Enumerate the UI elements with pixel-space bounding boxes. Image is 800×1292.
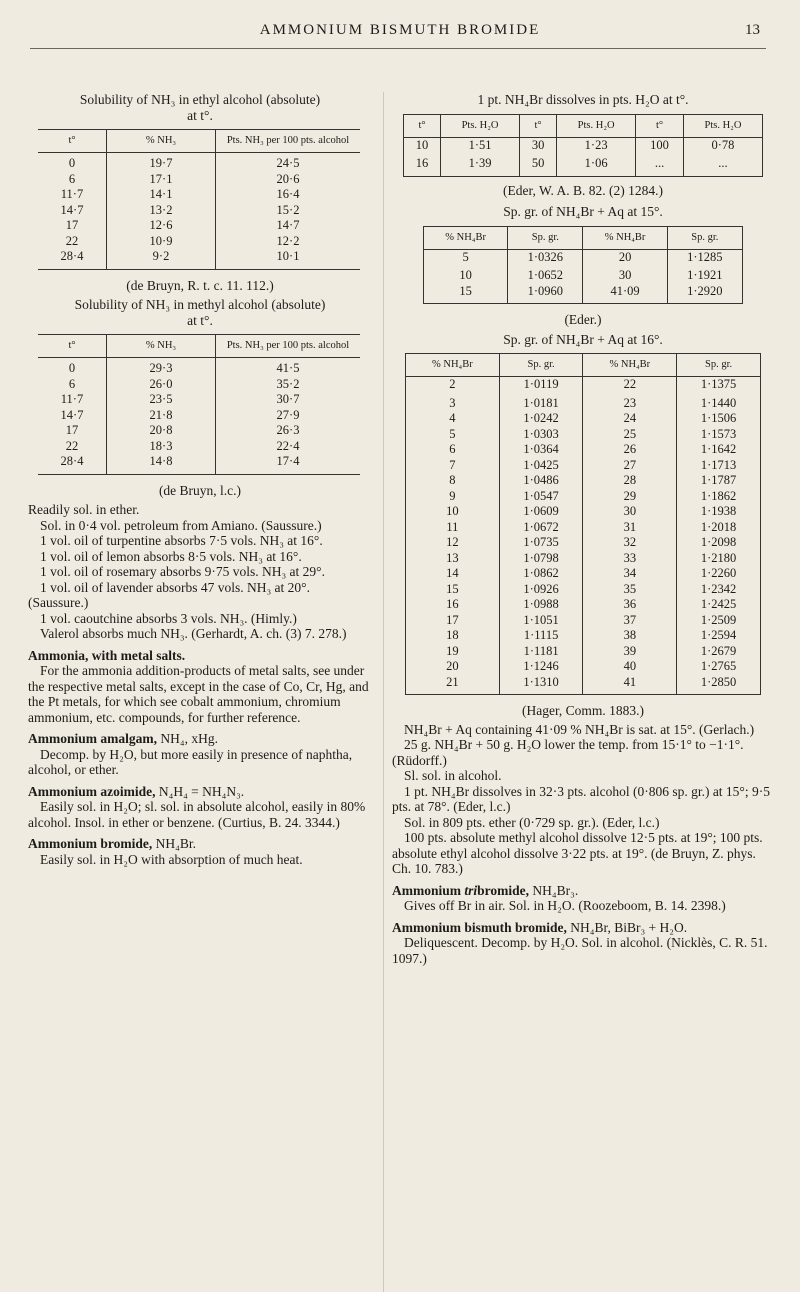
col-header: % NH₄Br <box>583 354 677 377</box>
t4-source: (Eder.) <box>564 312 602 327</box>
table-row <box>38 377 360 393</box>
table-cell: 1·1051 <box>499 613 583 629</box>
table-row <box>406 393 761 412</box>
table-cell: 10 <box>459 268 472 282</box>
table-cell: 10 <box>415 137 429 152</box>
table-cell: 19 <box>446 643 459 658</box>
table-cell: 1·0326 <box>508 249 583 265</box>
table-row <box>406 377 761 393</box>
table-cell: 39 <box>583 644 677 660</box>
water-solubility-table <box>403 114 763 177</box>
table-row <box>406 597 761 613</box>
col-header: Sp. gr. <box>508 226 583 249</box>
sp-gr-16-table <box>405 353 761 695</box>
table-cell: 29·3 <box>107 358 216 377</box>
table-cell: 16 <box>415 156 429 170</box>
table-header-row <box>404 114 763 137</box>
table-row <box>406 520 761 536</box>
text-line: Sol. in 0·4 vol. petroleum from Amiano. (Saussure.) <box>40 517 322 533</box>
table-cell: 22 <box>65 438 79 453</box>
table-row <box>424 249 743 265</box>
table-cell: 1·1310 <box>499 675 583 695</box>
table-cell: 2 <box>449 377 456 391</box>
table-cell: 33 <box>583 551 677 567</box>
col-header: Pts. H₂O <box>683 114 762 137</box>
page-number: 13 <box>745 22 760 38</box>
col-header: Sp. gr. <box>677 354 761 377</box>
col-header: % NH₄Br <box>583 226 667 249</box>
table-row <box>406 551 761 567</box>
table-cell: 32 <box>583 535 677 551</box>
table-cell: 22·4 <box>216 439 361 455</box>
table-cell: 23·5 <box>107 392 216 408</box>
table-cell: 6 <box>68 376 76 391</box>
bismuth-bromide-text: Deliquescent. Decomp. by H₂O. Sol. in alcohol. (Nicklès, C. R. 51. 1097.) <box>392 935 768 966</box>
col-header: t° <box>404 114 441 137</box>
col-header: Pts. NH₃ per 100 pts. alcohol <box>216 130 361 153</box>
table-cell: 24 <box>583 411 677 427</box>
tribromide-heading: Ammonium tribromide, NH₄Br₃. <box>392 882 579 898</box>
table-cell: 1·1787 <box>677 473 761 489</box>
table-row <box>38 218 360 234</box>
table-cell: 3 <box>449 395 456 410</box>
table-body <box>38 358 360 475</box>
table-row <box>406 489 761 505</box>
table-cell: 11·7 <box>60 392 84 406</box>
text-line: 1 pt. NH₄Br dissolves in 32·3 pts. alcohol (0·806 sp. gr.) at 15°; 9·5 pts. at 78°. (Eder, l.c.) <box>392 783 770 814</box>
table-cell: 16·4 <box>216 187 361 203</box>
tribromide-text: Gives off Br in air. Sol. in H₂O. (Roozeboom, B. 14. 2398.) <box>404 898 726 913</box>
table-row <box>404 153 763 176</box>
table-cell: 7 <box>449 457 456 472</box>
table-cell: 40 <box>583 659 677 675</box>
table-cell: 41·5 <box>216 358 361 377</box>
table-row <box>406 675 761 695</box>
table-cell: 1·1181 <box>499 644 583 660</box>
text-line: 1 vol. caoutchine absorbs 3 vols. NH₃. (Himly.) <box>40 610 297 626</box>
table-cell: 30·7 <box>216 392 361 408</box>
table-row <box>38 358 360 377</box>
t1-title-line2: at t°. <box>187 107 213 123</box>
methyl-alcohol-solubility-table <box>38 334 360 475</box>
table-cell: 0 <box>68 156 76 170</box>
table-cell: 29 <box>583 489 677 505</box>
t3-source: (Eder, W. A. B. 82. (2) 1284.) <box>503 182 663 198</box>
table-cell: 26·0 <box>107 377 216 393</box>
text-line: 1 vol. oil of lavender absorbs 47 vols. NH₃ at 20°. (Saussure.) <box>28 579 310 610</box>
table-row <box>38 392 360 408</box>
table-cell: 1·0798 <box>499 551 583 567</box>
table-row <box>38 187 360 203</box>
table-row <box>38 408 360 424</box>
table-cell: 27 <box>583 458 677 474</box>
table-cell: 15 <box>446 581 459 596</box>
table-cell: 1·2180 <box>677 551 761 567</box>
table-row <box>38 234 360 250</box>
table-cell: 41 <box>583 675 677 695</box>
table-cell: 36 <box>583 597 677 613</box>
text-line: 1 vol. oil of turpentine absorbs 7·5 vols. NH₃ at 16°. <box>40 533 323 548</box>
table-body <box>404 137 763 176</box>
table-row <box>38 423 360 439</box>
bismuth-bromide-heading: Ammonium bismuth bromide, NH₄Br, BiBr₃ + H₂O. <box>392 919 688 935</box>
table-cell: 35 <box>583 582 677 598</box>
table-cell: 1·0988 <box>499 597 583 613</box>
table-cell: 41·09 <box>583 284 667 304</box>
table-cell: 1·1246 <box>499 659 583 675</box>
table-cell: 1·2098 <box>677 535 761 551</box>
table-cell: 5 <box>462 249 469 264</box>
table-cell: 1·0960 <box>508 284 583 304</box>
table-row <box>38 454 360 474</box>
table-cell: 14·7 <box>60 407 84 422</box>
running-header <box>0 12 800 52</box>
table-header-row <box>424 226 743 249</box>
table-cell: 27·9 <box>216 408 361 424</box>
table-cell: 1·06 <box>557 153 636 176</box>
table-cell: 26·3 <box>216 423 361 439</box>
table-row <box>38 203 360 219</box>
t5-title: Sp. gr. of NH₄Br + Aq at 16°. <box>503 331 663 347</box>
table-cell: 26 <box>583 442 677 458</box>
table-cell: 1·0547 <box>499 489 583 505</box>
table-cell: 8 <box>449 473 456 487</box>
table-cell: 1·0364 <box>499 442 583 458</box>
table-cell: 1·1285 <box>667 249 742 265</box>
table-cell: 34 <box>583 566 677 582</box>
table-cell: 1·0735 <box>499 535 583 551</box>
table-cell: 28·4 <box>60 249 84 263</box>
table-cell: 5 <box>449 426 456 441</box>
table-cell: 1·1921 <box>667 265 742 284</box>
table-row <box>38 172 360 188</box>
table-cell: 12·2 <box>216 234 361 250</box>
table-cell: ... <box>683 153 762 176</box>
table-cell: 6 <box>68 171 76 186</box>
table-cell: 1·0425 <box>499 458 583 474</box>
table-cell: 15 <box>459 283 472 298</box>
text-line: 1 vol. oil of lemon absorbs 8·5 vols. NH₃ at 16°. <box>40 548 302 564</box>
table-header-row <box>38 335 360 358</box>
table-row <box>406 473 761 489</box>
table-cell: 6 <box>449 442 456 456</box>
table-row <box>406 535 761 551</box>
table-cell: 17 <box>446 612 459 627</box>
col-header: Pts. H₂O <box>441 114 520 137</box>
table-cell: 12 <box>446 535 459 549</box>
table-body <box>406 377 761 695</box>
table-cell: 17 <box>65 423 79 437</box>
table-row <box>406 659 761 675</box>
table-cell: 14·1 <box>107 187 216 203</box>
bromide-text: Easily sol. in H₂O with absorption of much heat. <box>40 851 303 867</box>
t4-title: Sp. gr. of NH₄Br + Aq at 15°. <box>503 204 663 219</box>
text-line: Sol. in 809 pts. ether (0·729 sp. gr.). (Eder, l.c.) <box>404 814 660 830</box>
table-cell: 100 <box>636 137 684 153</box>
table-cell: 30 <box>583 504 677 520</box>
running-title: AMMONIUM BISMUTH BROMIDE <box>259 22 541 38</box>
table-cell: 1·0926 <box>499 582 583 598</box>
table-cell: 19·7 <box>107 153 216 172</box>
table-cell: 1·2342 <box>677 582 761 598</box>
sp-gr-15-table <box>423 226 743 305</box>
table-cell: 17·1 <box>107 172 216 188</box>
col-header: % NH₃ <box>107 130 216 153</box>
table-row <box>406 427 761 443</box>
table-cell: 12·6 <box>107 218 216 234</box>
table-row <box>406 566 761 582</box>
table-row <box>424 284 743 304</box>
col-header: t° <box>636 114 684 137</box>
table-cell: 15·2 <box>216 203 361 219</box>
table-row <box>38 153 360 172</box>
table-cell: 1·0119 <box>499 377 583 393</box>
table-cell: 9 <box>449 488 456 503</box>
table-cell: 9·2 <box>107 249 216 269</box>
table-cell: 22 <box>65 233 79 248</box>
text-line: Readily sol. in ether. <box>28 502 140 517</box>
col-header: Sp. gr. <box>499 354 583 377</box>
table-row <box>406 504 761 520</box>
table-body <box>38 153 360 270</box>
text-line: Sl. sol. in alcohol. <box>404 768 502 783</box>
table-cell: 1·39 <box>441 153 520 176</box>
table-cell: 1·1713 <box>677 458 761 474</box>
table-cell: 17·4 <box>216 454 361 474</box>
text-line: 1 vol. oil of rosemary absorbs 9·75 vols. NH₃ at 29°. <box>40 564 325 579</box>
table-cell: 0·78 <box>683 137 762 153</box>
table-cell: 20 <box>446 659 459 673</box>
table-cell: 1·2679 <box>677 644 761 660</box>
table-cell: 1·23 <box>557 137 636 153</box>
t1-source: (de Bruyn, R. t. c. 11. 112.) <box>126 277 274 293</box>
table-cell: 1·0652 <box>508 265 583 284</box>
left-column <box>28 92 372 867</box>
table-row <box>406 442 761 458</box>
col-header: t° <box>38 130 107 153</box>
col-header: % NH₄Br <box>406 354 500 377</box>
table-cell: 37 <box>583 613 677 629</box>
table-cell: 50 <box>520 153 557 176</box>
text-line: Valerol absorbs much NH₃. (Gerhardt, A. ch. (3) 7. 278.) <box>40 626 347 641</box>
azoimide-heading: Ammonium azoimide, N₄H₄ = NH₄N₃. <box>28 783 245 799</box>
col-header: t° <box>38 335 107 358</box>
table-row <box>38 249 360 269</box>
table-cell: 1·2594 <box>677 628 761 644</box>
text-line: 25 g. NH₄Br + 50 g. H₂O lower the temp. from 15·1° to −1·1°. (Rüdorff.) <box>392 737 744 768</box>
col-header: t° <box>520 114 557 137</box>
table-cell: 1·2765 <box>677 659 761 675</box>
table-cell: 1·1440 <box>677 393 761 412</box>
table-cell: 11·7 <box>60 187 84 201</box>
table-cell: 16 <box>446 597 459 611</box>
table-cell: 21·8 <box>107 408 216 424</box>
t1-title-line1: Solubility of NH₃ in ethyl alcohol (absolute) <box>79 92 321 107</box>
table-row <box>38 439 360 455</box>
table-cell: 35·2 <box>216 377 361 393</box>
col-header: Sp. gr. <box>667 226 742 249</box>
text-line: 100 pts. absolute methyl alcohol dissolve 12·5 pts. at 19°; 100 pts. absolute ethyl alcohol dissolve 3·22 pts. at 19°. (de Bruyn, Z. phys. Ch. 10. 783.) <box>392 830 763 876</box>
table-cell: 1·2509 <box>677 613 761 629</box>
table-cell: 10·9 <box>107 234 216 250</box>
table-cell: 1·0486 <box>499 473 583 489</box>
table-cell: 1·1115 <box>499 628 583 644</box>
table-cell: 1·2260 <box>677 566 761 582</box>
table-cell: 1·0609 <box>499 504 583 520</box>
col-header: % NH₄Br <box>424 226 508 249</box>
table-cell: 21 <box>446 674 459 689</box>
table-cell: 1·2425 <box>677 597 761 613</box>
table-cell: 4 <box>449 411 456 425</box>
table-cell: 13·2 <box>107 203 216 219</box>
t2-source: (de Bruyn, l.c.) <box>158 482 242 498</box>
table-cell: 17 <box>65 218 79 232</box>
table-row <box>406 628 761 644</box>
table-cell: 25 <box>583 427 677 443</box>
table-cell: 1·0181 <box>499 393 583 412</box>
table-cell: 1·0672 <box>499 520 583 536</box>
table-cell: 11 <box>446 519 459 534</box>
col-header: Pts. H₂O <box>557 114 636 137</box>
text-line: NH₄Br + Aq containing 41·09 % NH₄Br is sat. at 15°. (Gerlach.) <box>404 721 755 737</box>
table-cell: 14·7 <box>60 202 84 217</box>
table-row <box>406 613 761 629</box>
table-cell: 1·51 <box>441 137 520 153</box>
table-cell: 1·1938 <box>677 504 761 520</box>
table-cell: 14·8 <box>107 454 216 474</box>
table-cell: 13 <box>446 550 459 565</box>
table-cell: 10·1 <box>216 249 361 269</box>
table-cell: 28·4 <box>60 454 84 468</box>
table-body <box>424 249 743 304</box>
table-cell: 20·6 <box>216 172 361 188</box>
table-cell: 20 <box>583 249 667 265</box>
right-column <box>392 92 774 966</box>
table-cell: 22 <box>583 377 677 393</box>
table-cell: 1·1862 <box>677 489 761 505</box>
t5-source: (Hager, Comm. 1883.) <box>521 703 645 718</box>
t3-intro: 1 pt. NH₄Br dissolves in pts. H₂O at t°. <box>477 92 689 107</box>
table-cell: 31 <box>583 520 677 536</box>
table-cell: 1·0303 <box>499 427 583 443</box>
table-cell: ... <box>636 153 684 176</box>
column-divider <box>383 92 384 1292</box>
ethyl-alcohol-solubility-table <box>38 129 360 270</box>
table-cell: 1·1573 <box>677 427 761 443</box>
table-cell: 1·1375 <box>677 377 761 393</box>
table-row <box>406 458 761 474</box>
table-cell: 38 <box>583 628 677 644</box>
table-cell: 28 <box>583 473 677 489</box>
bromide-heading: Ammonium bromide, NH₄Br. <box>28 836 196 851</box>
col-header: % NH₃ <box>107 335 216 358</box>
table-cell: 30 <box>583 265 667 284</box>
table-cell: 10 <box>446 504 459 518</box>
table-cell: 1·1506 <box>677 411 761 427</box>
table-cell: 0 <box>68 361 76 375</box>
table-cell: 24·5 <box>216 153 361 172</box>
table-cell: 23 <box>583 393 677 412</box>
azoimide-text: Easily sol. in H₂O; sl. sol. in absolute alcohol, easily in 80% alcohol. Insol. in ether or benzene. (Curtius, B. 24. 3344.) <box>28 799 366 830</box>
table-row <box>406 644 761 660</box>
table-header-row <box>406 354 761 377</box>
table-row <box>406 411 761 427</box>
table-cell: 1·2018 <box>677 520 761 536</box>
header-rule <box>30 48 766 49</box>
table-row <box>424 265 743 284</box>
table-cell: 18 <box>446 628 459 642</box>
t2-title-line1: Solubility of NH₃ in methyl alcohol (absolute) <box>74 297 326 312</box>
table-cell: 14·7 <box>216 218 361 234</box>
table-cell: 20·8 <box>107 423 216 439</box>
t2-title-line2: at t°. <box>187 312 213 328</box>
amalgam-text: Decomp. by H₂O, but more easily in presence of naphtha, alcohol, or ether. <box>28 746 353 777</box>
ammonia-metal-heading: Ammonia, with metal salts. <box>28 647 186 663</box>
col-header: Pts. NH₃ per 100 pts. alcohol <box>216 335 361 358</box>
table-cell: 14 <box>446 566 459 580</box>
ammonia-metal-text: For the ammonia addition-products of metal salts, see under the respective metal salts, except in the case of Co, Cr, Hg, and the Pt metals, for which see cobalt ammonium, chromium ammonium, etc. compounds, for further reference. <box>28 663 369 725</box>
table-row <box>406 582 761 598</box>
table-cell: 30 <box>520 137 557 153</box>
table-header-row <box>38 130 360 153</box>
table-cell: 1·2850 <box>677 675 761 695</box>
table-cell: 1·0242 <box>499 411 583 427</box>
amalgam-heading: Ammonium amalgam, NH₄, xHg. <box>28 731 218 746</box>
table-cell: 1·1642 <box>677 442 761 458</box>
table-cell: 1·2920 <box>667 284 742 304</box>
table-cell: 1·0862 <box>499 566 583 582</box>
table-row <box>404 137 763 153</box>
table-cell: 18·3 <box>107 439 216 455</box>
